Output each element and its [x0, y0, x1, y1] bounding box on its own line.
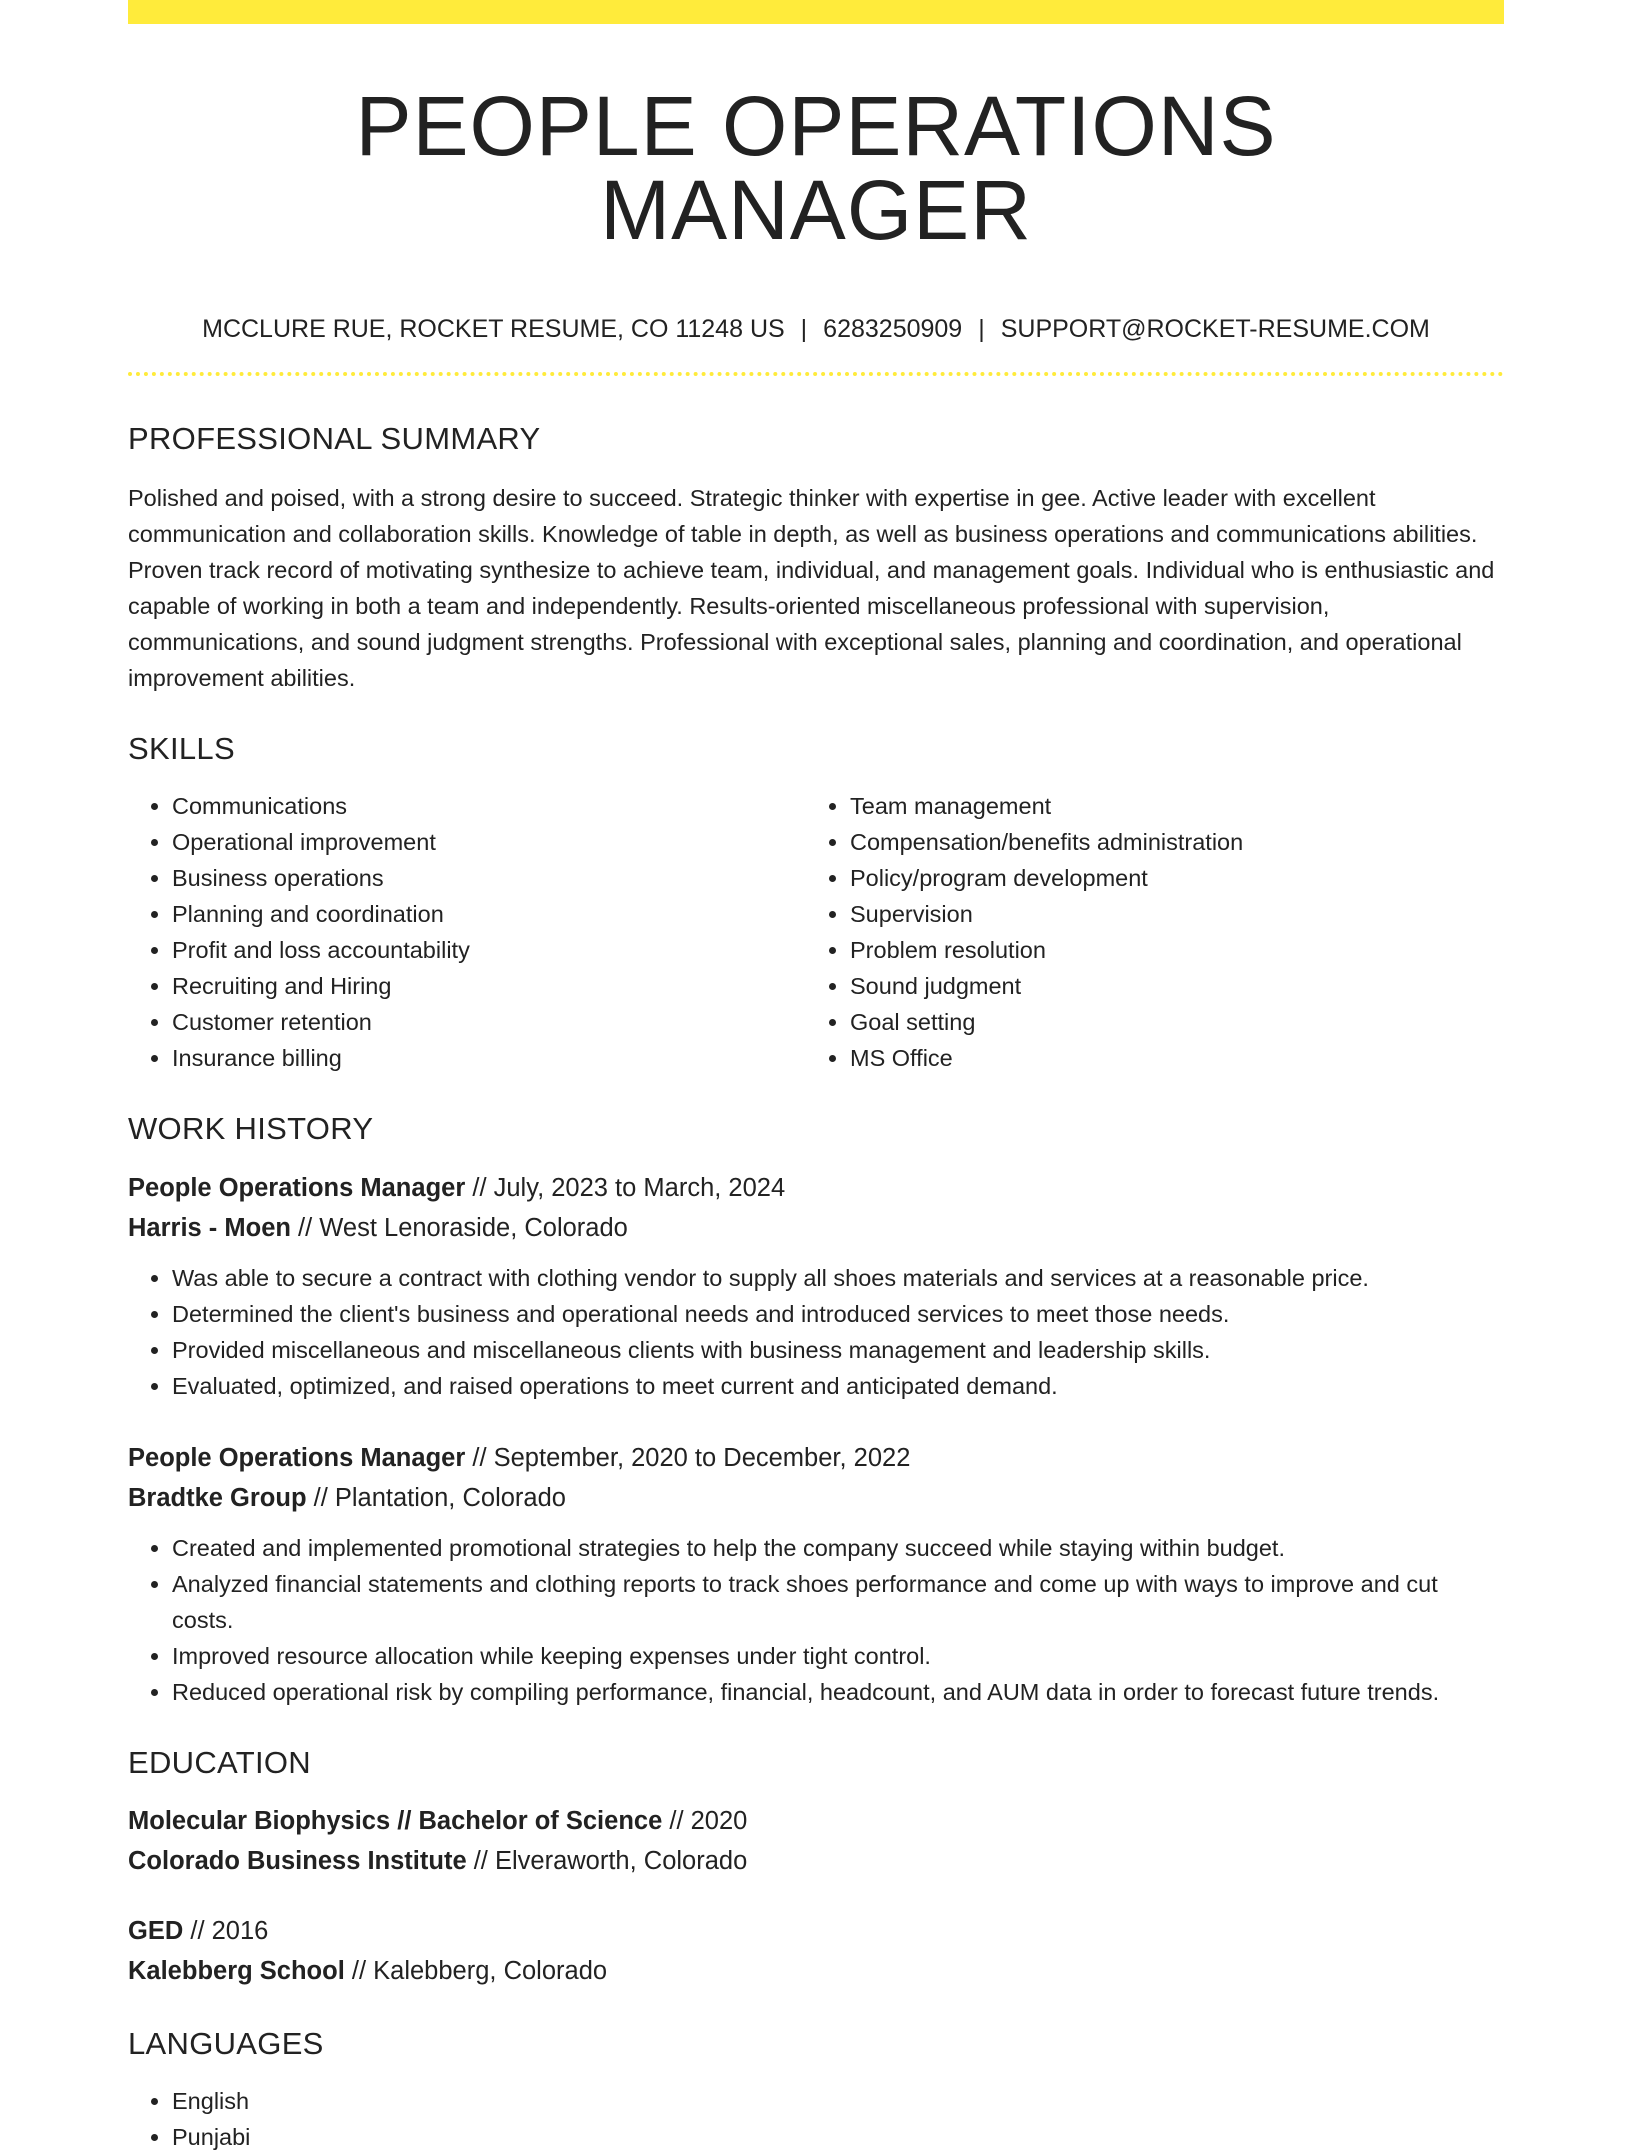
skill-item: • Goal setting [850, 1004, 1484, 1040]
skill-item: • Insurance billing [172, 1040, 806, 1076]
education-heading: EDUCATION [128, 1744, 311, 1780]
skill-item: • Business operations [172, 860, 806, 896]
job-title-line [128, 1438, 1504, 1478]
job-bullet: • Analyzed financial statements and clothing reports to track shoes performance and come up with ways to improve and cut costs. [172, 1566, 1504, 1638]
dotted-divider [128, 372, 1504, 376]
education-school: Colorado Business Institute [128, 1846, 467, 1875]
contact-separator: | [800, 315, 808, 343]
resume-title: PEOPLE OPERATIONS MANAGER [355, 79, 1277, 257]
education-degree: GED [128, 1916, 184, 1945]
skill-item: • Operational improvement [172, 824, 806, 860]
education-location: // Kalebberg, Colorado [351, 1956, 608, 1985]
education-entry [128, 1801, 1504, 1881]
job-dates: // September, 2020 to December, 2022 [472, 1443, 911, 1472]
contact-line [128, 314, 1504, 344]
skill-item: • MS Office [850, 1040, 1484, 1076]
education-year: // 2020 [669, 1806, 748, 1835]
job-entry [128, 1438, 1504, 1710]
job-bullet: • Improved resource allocation while keeping expenses under tight control. [172, 1638, 1504, 1674]
job-bullet: • Created and implemented promotional strategies to help the company succeed while staying within budget. [172, 1530, 1504, 1566]
skill-item: • Customer retention [172, 1004, 806, 1040]
education-location: // Elveraworth, Colorado [473, 1846, 748, 1875]
skill-item: • Compensation/benefits administration [850, 824, 1484, 860]
education-year: // 2016 [190, 1916, 269, 1945]
job-title-line [128, 1168, 1504, 1208]
skill-item: • Profit and loss accountability [172, 932, 806, 968]
languages-list [128, 2083, 1504, 2155]
skills-left-list [128, 788, 806, 1076]
skill-item: • Supervision [850, 896, 1484, 932]
job-title: People Operations Manager [128, 1443, 466, 1472]
education-school-line [128, 1951, 1504, 1991]
job-bullet: • Was able to secure a contract with clothing vendor to supply all shoes materials and services at a reasonable price. [172, 1260, 1504, 1296]
job-entry [128, 1168, 1504, 1404]
job-location: // West Lenoraside, Colorado [298, 1213, 628, 1242]
job-bullet: • Evaluated, optimized, and raised operations to meet current and anticipated demand. [172, 1368, 1504, 1404]
skills-heading: SKILLS [128, 731, 235, 767]
skills-right-list [806, 788, 1484, 1076]
job-bullet: • Determined the client's business and operational needs and introduced services to meet those needs. [172, 1296, 1504, 1332]
contact-email[interactable]: SUPPORT@ROCKET-RESUME.COM [1000, 315, 1430, 343]
job-location: // Plantation, Colorado [313, 1483, 566, 1512]
summary-heading: PROFESSIONAL SUMMARY [128, 421, 541, 456]
skill-item: • Sound judgment [850, 968, 1484, 1004]
skills-columns [128, 788, 1504, 1076]
contact-address: MCCLURE RUE, ROCKET RESUME, CO 11248 US [202, 315, 785, 343]
education-degree-line [128, 1801, 1504, 1841]
education-degree: Molecular Biophysics // Bachelor of Science [128, 1806, 663, 1835]
skill-item: • Problem resolution [850, 932, 1484, 968]
languages-heading: LANGUAGES [128, 2025, 324, 2061]
resume-page [128, 0, 1504, 2155]
work-history-heading: WORK HISTORY [128, 1111, 374, 1147]
summary-text: Polished and poised, with a strong desire to succeed. Strategic thinker with expertise in gee. Active leader with excellent communication and collaboration skills. Knowledge of table in depth, as well as business operations and communications abilities. Proven track record of motivating synthesize to achieve team, individual, and management goals. Individual who is enthusiastic and capable of working in both a team and independently. Results-oriented miscellaneous professional with supervision, communications, and sound judgment strengths. Professional with exceptional sales, planning and coordination, and operational improvement abilities. [128, 485, 1495, 692]
job-company: Bradtke Group [128, 1483, 307, 1512]
skill-item: • Communications [172, 788, 806, 824]
skill-item: • Policy/program development [850, 860, 1484, 896]
job-dates: // July, 2023 to March, 2024 [472, 1173, 786, 1202]
education-entry [128, 1911, 1504, 1991]
job-company-line [128, 1478, 1504, 1518]
job-company-line [128, 1208, 1504, 1248]
education-degree-line [128, 1911, 1504, 1951]
language-item: • English [172, 2083, 1504, 2119]
contact-separator: | [978, 315, 985, 343]
skill-item: • Planning and coordination [172, 896, 806, 932]
job-bullets [128, 1260, 1504, 1404]
skill-item: • Recruiting and Hiring [172, 968, 806, 1004]
job-bullet: • Reduced operational risk by compiling performance, financial, headcount, and AUM data in order to forecast future trends. [172, 1674, 1504, 1710]
contact-phone[interactable]: 6283250909 [823, 315, 963, 343]
job-bullet: • Provided miscellaneous and miscellaneous clients with business management and leadership skills. [172, 1332, 1504, 1368]
education-school: Kalebberg School [128, 1956, 345, 1985]
job-bullets [128, 1530, 1504, 1710]
job-title: People Operations Manager [128, 1173, 466, 1202]
language-item: • Punjabi [172, 2119, 1504, 2155]
skill-item: • Team management [850, 788, 1484, 824]
job-company: Harris - Moen [128, 1213, 291, 1242]
education-school-line [128, 1841, 1504, 1881]
accent-top-bar [128, 0, 1504, 24]
